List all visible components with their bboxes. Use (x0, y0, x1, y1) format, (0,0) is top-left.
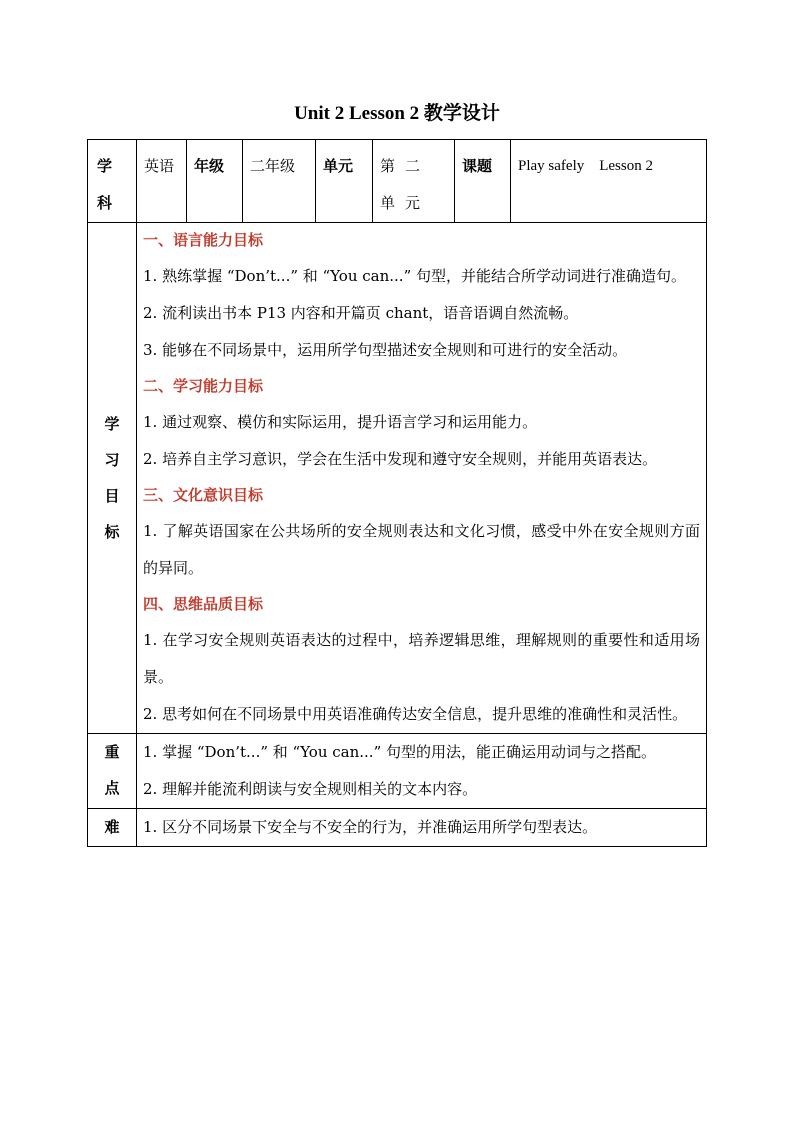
subject-value-cell (137, 140, 187, 223)
objective-section-title: 一、语言能力目标 (143, 231, 264, 249)
subject-value: 英语 (144, 157, 175, 175)
objectives-label (88, 406, 136, 550)
content-item: 1. 掌握 “Don’t...” 和 “You can...” 句型的用法，能正确运用动词与之搭配。 (143, 743, 657, 761)
difficulties-content (137, 809, 706, 846)
key-points-label (88, 734, 136, 806)
grade-label-cell (187, 140, 243, 223)
topic-label-cell (455, 140, 511, 223)
objective-section-title: 二、学习能力目标 (143, 377, 264, 395)
objective-item: 1. 熟练掌握 “Don’t...” 和 “You can...” 句型，并能结合所学动词进行准确造句。 (143, 267, 687, 285)
objective-item: 1. 通过观察、模仿和实际运用，提升语言学习和运用能力。 (143, 413, 538, 431)
key-points-label-char: 点 (104, 779, 120, 797)
key-points-content-cell (137, 734, 707, 809)
content-item: 2. 理解并能流利朗读与安全规则相关的文本内容。 (143, 780, 478, 798)
difficulties-label-cell (88, 809, 137, 847)
unit-label-cell (316, 140, 373, 223)
difficulties-content-cell (137, 809, 707, 847)
subject-label-cell (88, 140, 137, 223)
lesson-plan-table (87, 139, 707, 847)
objective-item: 2. 流利读出书本 P13 内容和开篇页 chant，语音语调自然流畅。 (143, 304, 579, 322)
content-item: 1. 区分不同场景下安全与不安全的行为，并准确运用所学句型表达。 (143, 818, 598, 836)
grade-label: 年级 (194, 157, 225, 175)
objective-item: 1. 了解英语国家在公共场所的安全规则表达和文化习惯，感受中外在安全规则方面的异同。 (143, 522, 700, 577)
subject-label: 学科 (97, 157, 113, 212)
objectives-label-cell (88, 223, 137, 734)
grade-value-cell (243, 140, 316, 223)
objectives-row (88, 223, 707, 734)
header-row (88, 140, 707, 223)
unit-value-cell (373, 140, 455, 223)
key-points-row (88, 734, 707, 809)
topic-value-cell (511, 140, 707, 223)
unit-value: 第二单元 (380, 157, 431, 212)
objectives-label-char: 习 (104, 451, 120, 469)
objective-item: 2. 培养自主学习意识，学会在生活中发现和遵守安全规则，并能用英语表达。 (143, 450, 658, 468)
objectives-content (137, 223, 706, 733)
key-points-label-cell (88, 734, 137, 809)
difficulties-row (88, 809, 707, 847)
objective-section-title: 三、文化意识目标 (143, 486, 264, 504)
objectives-label-char: 学 (104, 415, 120, 433)
key-points-content (137, 734, 706, 808)
objective-item: 2. 思考如何在不同场景中用英语准确传达安全信息，提升思维的准确性和灵活性。 (143, 705, 688, 723)
page-title: Unit 2 Lesson 2 教学设计 (294, 103, 500, 124)
topic-value: Play safely Lesson 2 (518, 158, 653, 174)
key-points-label-char: 重 (104, 743, 120, 761)
objective-item: 3. 能够在不同场景中，运用所学句型描述安全规则和可进行的安全活动。 (143, 341, 628, 359)
objectives-content-cell (137, 223, 707, 734)
difficulties-label-char: 难 (104, 818, 120, 836)
objective-section-title: 四、思维品质目标 (143, 595, 264, 613)
difficulties-label (88, 809, 136, 845)
objective-item: 1. 在学习安全规则英语表达的过程中，培养逻辑思维，理解规则的重要性和适用场景。 (143, 631, 700, 686)
unit-label: 单元 (323, 157, 354, 175)
objectives-label-char: 标 (104, 523, 120, 541)
objectives-label-char: 目 (104, 487, 120, 505)
topic-label: 课题 (462, 157, 493, 175)
grade-value: 二年级 (250, 157, 296, 175)
